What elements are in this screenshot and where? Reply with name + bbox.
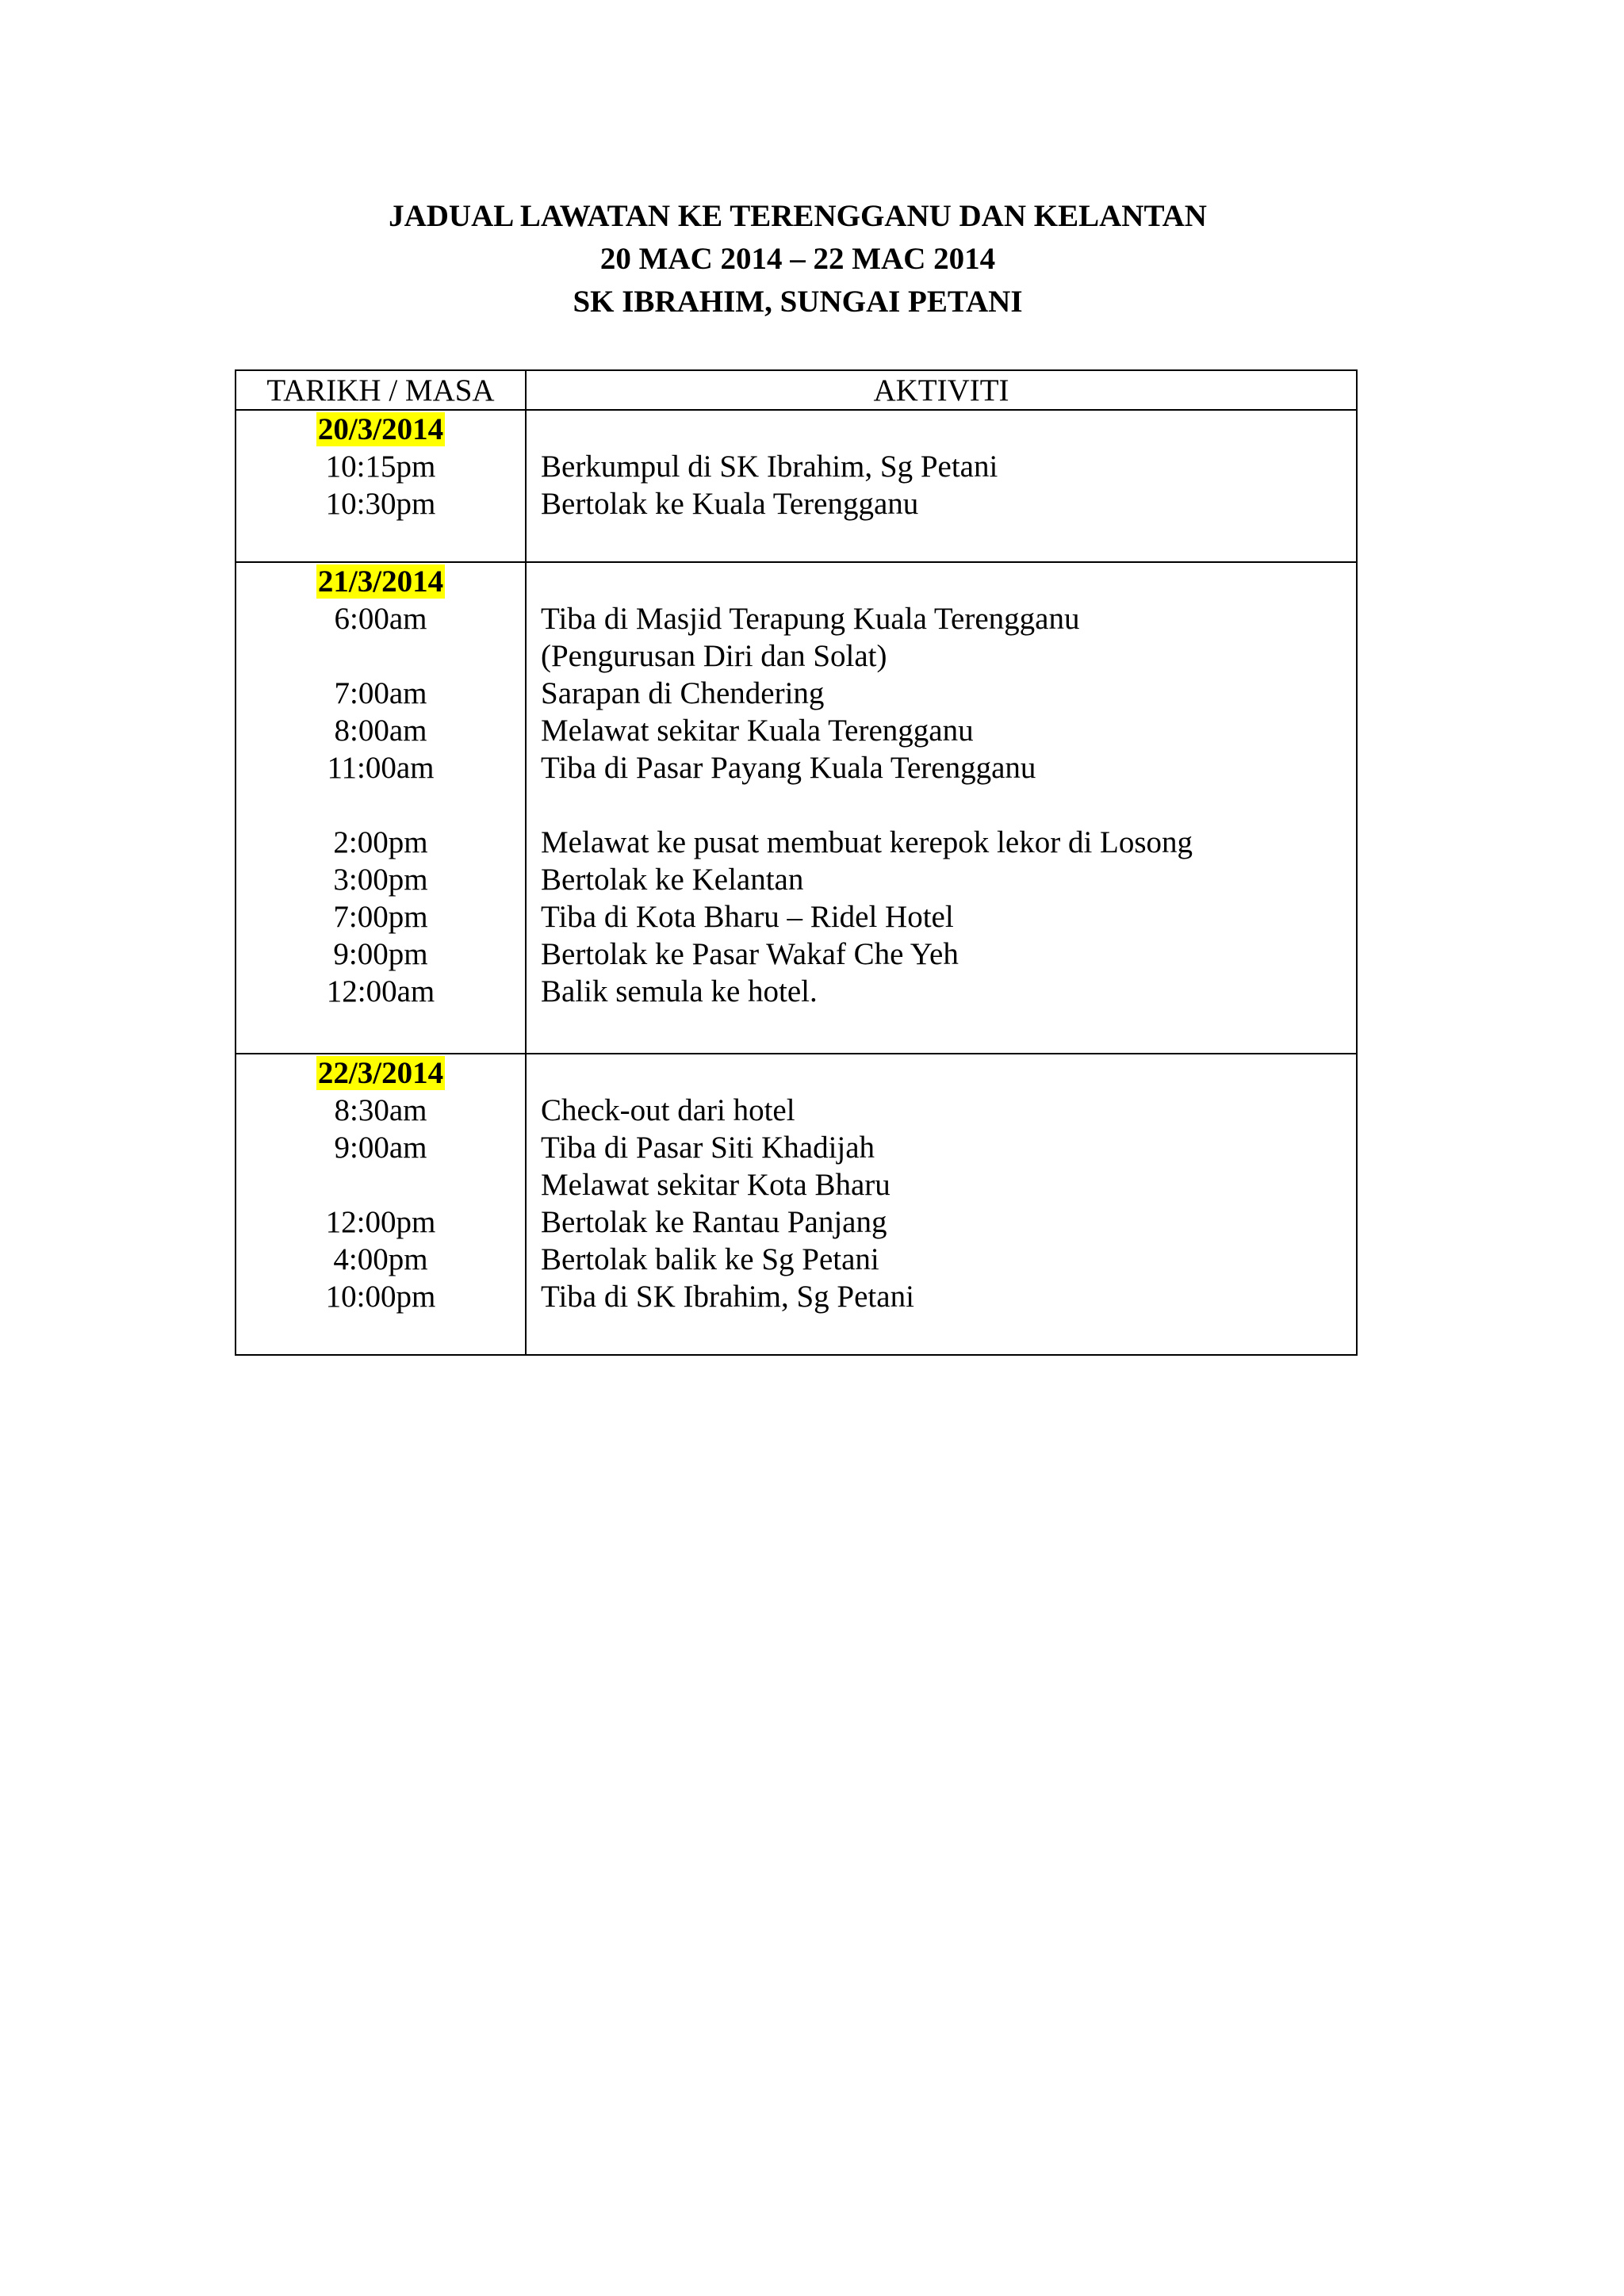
table-row <box>236 1241 1356 1278</box>
row-activity: Bertolak ke Pasar Wakaf Che Yeh <box>541 937 959 971</box>
header-time: TARIKH / MASA <box>266 373 495 408</box>
document-title <box>0 195 1595 323</box>
table-row <box>236 637 1356 675</box>
row-time: 9:00pm <box>333 937 428 971</box>
table-row <box>236 448 1356 485</box>
row-activity: Balik semula ke hotel. <box>541 974 818 1008</box>
table-row <box>236 485 1356 522</box>
row-activity: Tiba di Pasar Payang Kuala Terengganu <box>541 751 1036 785</box>
row-time: 8:00am <box>334 714 427 748</box>
row-activity: Tiba di Masjid Terapung Kuala Terengganu <box>541 602 1080 636</box>
table-row <box>236 1278 1356 1315</box>
row-time: 11:00am <box>327 751 435 785</box>
day-date: 22/3/2014 <box>317 1056 444 1090</box>
row-time: 12:00am <box>326 974 435 1008</box>
table-row <box>236 1129 1356 1166</box>
row-time: 7:00pm <box>333 900 428 934</box>
row-activity: Melawat sekitar Kuala Terengganu <box>541 714 974 748</box>
table-row <box>236 1092 1356 1129</box>
row-time: 7:00am <box>334 676 427 710</box>
table-row <box>236 749 1356 786</box>
row-time: 6:00am <box>334 602 427 636</box>
table-row <box>236 1203 1356 1241</box>
row-activity: Berkumpul di SK Ibrahim, Sg Petani <box>541 450 998 484</box>
row-activity: Tiba di SK Ibrahim, Sg Petani <box>541 1280 914 1314</box>
row-activity: Melawat ke pusat membuat kerepok lekor di Losong <box>541 825 1193 859</box>
row-activity: Tiba di Kota Bharu – Ridel Hotel <box>541 900 954 934</box>
schedule-table <box>235 369 1358 1356</box>
row-time: 10:00pm <box>325 1280 436 1314</box>
table-row <box>236 936 1356 973</box>
row-activity: Sarapan di Chendering <box>541 676 825 710</box>
row-time: 2:00pm <box>333 825 428 859</box>
table-row <box>236 600 1356 637</box>
row-time: 3:00pm <box>333 863 428 897</box>
table-row <box>236 898 1356 936</box>
row-time: 12:00pm <box>325 1205 436 1239</box>
row-time: 8:30am <box>334 1093 427 1127</box>
row-activity: Check-out dari hotel <box>541 1093 795 1127</box>
row-activity: Tiba di Pasar Siti Khadijah <box>541 1131 875 1165</box>
table-row <box>236 824 1356 861</box>
row-time: 9:00am <box>334 1131 427 1165</box>
row-activity: (Pengurusan Diri dan Solat) <box>541 639 887 673</box>
title-line-2: 20 MAC 2014 – 22 MAC 2014 <box>599 242 996 276</box>
table-row <box>236 973 1356 1010</box>
table-row <box>236 861 1356 898</box>
day-date: 21/3/2014 <box>317 564 444 599</box>
table-row <box>236 712 1356 749</box>
table-row <box>236 675 1356 712</box>
title-line-1: JADUAL LAWATAN KE TERENGGANU DAN KELANTAN <box>389 199 1207 233</box>
table-row <box>236 1166 1356 1203</box>
row-time: 10:15pm <box>325 450 436 484</box>
row-activity: Bertolak ke Rantau Panjang <box>541 1205 887 1239</box>
header-activity: AKTIVITI <box>873 373 1009 408</box>
row-activity: Bertolak ke Kelantan <box>541 863 804 897</box>
row-activity: Bertolak ke Kuala Terengganu <box>541 487 919 521</box>
day-date: 20/3/2014 <box>317 412 444 446</box>
title-line-3: SK IBRAHIM, SUNGAI PETANI <box>573 285 1023 319</box>
row-activity: Bertolak balik ke Sg Petani <box>541 1242 879 1276</box>
row-activity: Melawat sekitar Kota Bharu <box>541 1168 891 1202</box>
row-time: 10:30pm <box>325 487 436 521</box>
row-time: 4:00pm <box>333 1242 428 1276</box>
